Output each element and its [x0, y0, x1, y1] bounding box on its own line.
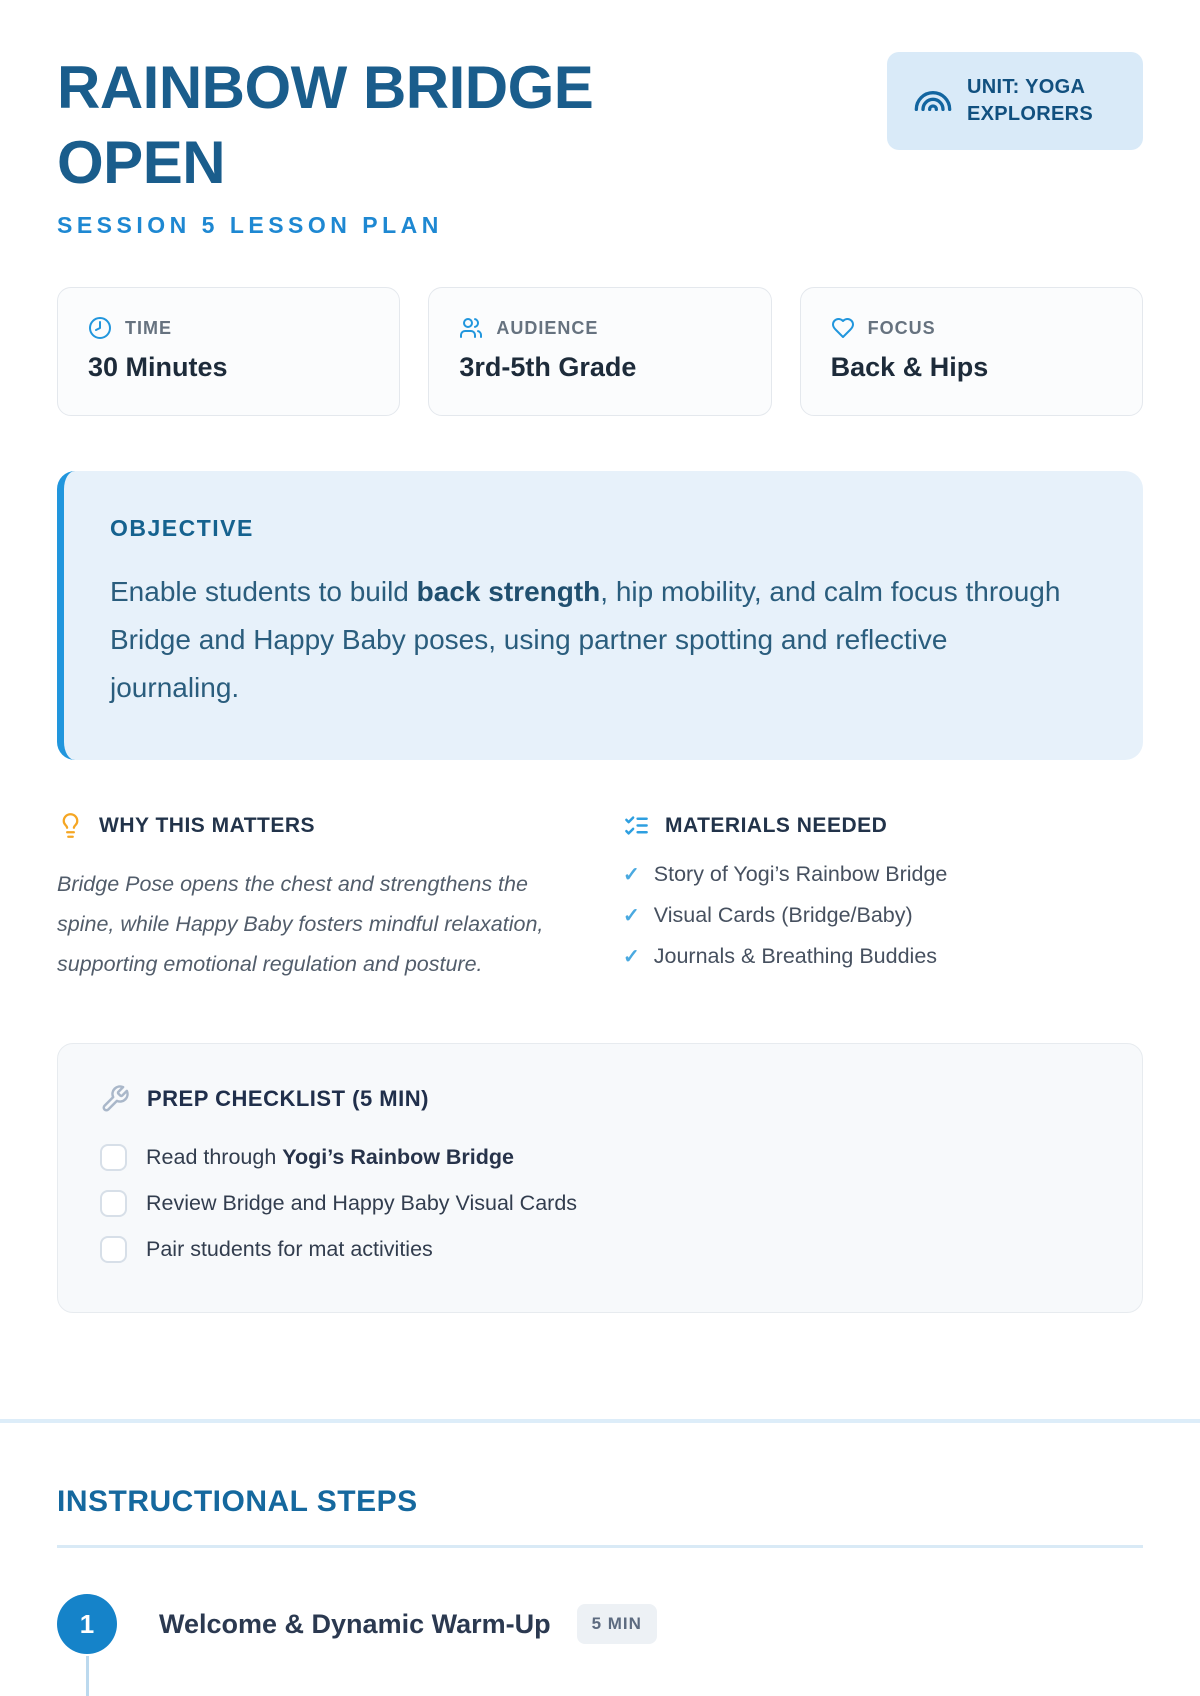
step-number-badge: 1: [57, 1594, 117, 1654]
time-card: [57, 287, 400, 416]
clock-icon: [88, 316, 112, 340]
focus-value: Back & Hips: [830, 352, 989, 382]
focus-label: FOCUS: [867, 317, 936, 338]
prep-checkbox[interactable]: [100, 1236, 127, 1263]
prep-checklist-card: [57, 1043, 1143, 1313]
time-value: 30 Minutes: [88, 352, 228, 382]
prep-checkbox[interactable]: [100, 1190, 127, 1217]
prep-item: [100, 1236, 1100, 1263]
prep-item-label: Review Bridge and Happy Baby Visual Cards: [146, 1191, 578, 1216]
check-icon: ✓: [623, 864, 640, 887]
page-title: RAINBOW BRIDGE OPEN: [57, 54, 594, 196]
unit-badge: [887, 52, 1143, 150]
prep-item: [100, 1144, 1100, 1171]
rainbow-icon: [913, 81, 953, 121]
prep-item-label: Pair students for mat activities: [146, 1237, 433, 1262]
steps-underline: [57, 1545, 1143, 1548]
list-checks-icon: [623, 812, 650, 839]
check-icon: ✓: [623, 905, 640, 928]
audience-card: [428, 287, 771, 416]
users-icon: [459, 316, 483, 340]
objective-label: OBJECTIVE: [110, 515, 254, 541]
info-cards-row: [57, 287, 1143, 416]
page-header: [57, 0, 1143, 239]
lightbulb-icon: [57, 812, 84, 839]
why-this-matters-text: Bridge Pose opens the chest and strengthens the spine, while Happy Baby fosters mindful relaxation, supporting emotional regulation and posture.: [57, 872, 544, 977]
why-this-matters-heading: WHY THIS MATTERS: [99, 813, 316, 837]
instructional-steps-heading: INSTRUCTIONAL STEPS: [57, 1485, 418, 1519]
check-icon: ✓: [623, 945, 640, 968]
page-subtitle: SESSION 5 LESSON PLAN: [57, 212, 443, 238]
prep-checkbox[interactable]: [100, 1144, 127, 1171]
prep-item-label: Read through Yogi’s Rainbow Bridge: [146, 1145, 514, 1170]
audience-value: 3rd-5th Grade: [459, 352, 637, 382]
title-block: [57, 50, 747, 239]
list-item: ✓ Journals & Breathing Buddies: [623, 943, 938, 968]
prep-item: [100, 1190, 1100, 1217]
time-label: TIME: [125, 317, 172, 338]
step-duration-badge: 5 MIN: [577, 1604, 657, 1644]
objective-text: Enable students to build back strength, hip mobility, and calm focus through Bridge and Happy Baby poses, using partner spotting and reflective journaling.: [110, 576, 1061, 704]
why-this-matters-section: [57, 812, 545, 985]
unit-badge-label: UNIT: YOGA EXPLORERS: [967, 76, 1094, 125]
step-connector-line: [86, 1656, 89, 1696]
materials-needed-section: [623, 812, 1143, 985]
list-item: ✓ Story of Yogi’s Rainbow Bridge: [623, 862, 948, 887]
section-divider: [0, 1419, 1200, 1423]
step-title: Welcome & Dynamic Warm-Up: [159, 1608, 551, 1639]
heart-icon: [831, 316, 855, 340]
focus-card: [800, 287, 1143, 416]
step-1-row: [57, 1594, 1143, 1696]
materials-needed-heading: MATERIALS NEEDED: [665, 813, 888, 837]
prep-checklist-heading: PREP CHECKLIST (5 MIN): [147, 1086, 429, 1112]
list-item: ✓ Visual Cards (Bridge/Baby): [623, 903, 913, 928]
materials-list: [623, 863, 1143, 968]
objective-callout: [57, 471, 1143, 760]
wrench-icon: [100, 1084, 130, 1114]
audience-label: AUDIENCE: [496, 317, 599, 338]
